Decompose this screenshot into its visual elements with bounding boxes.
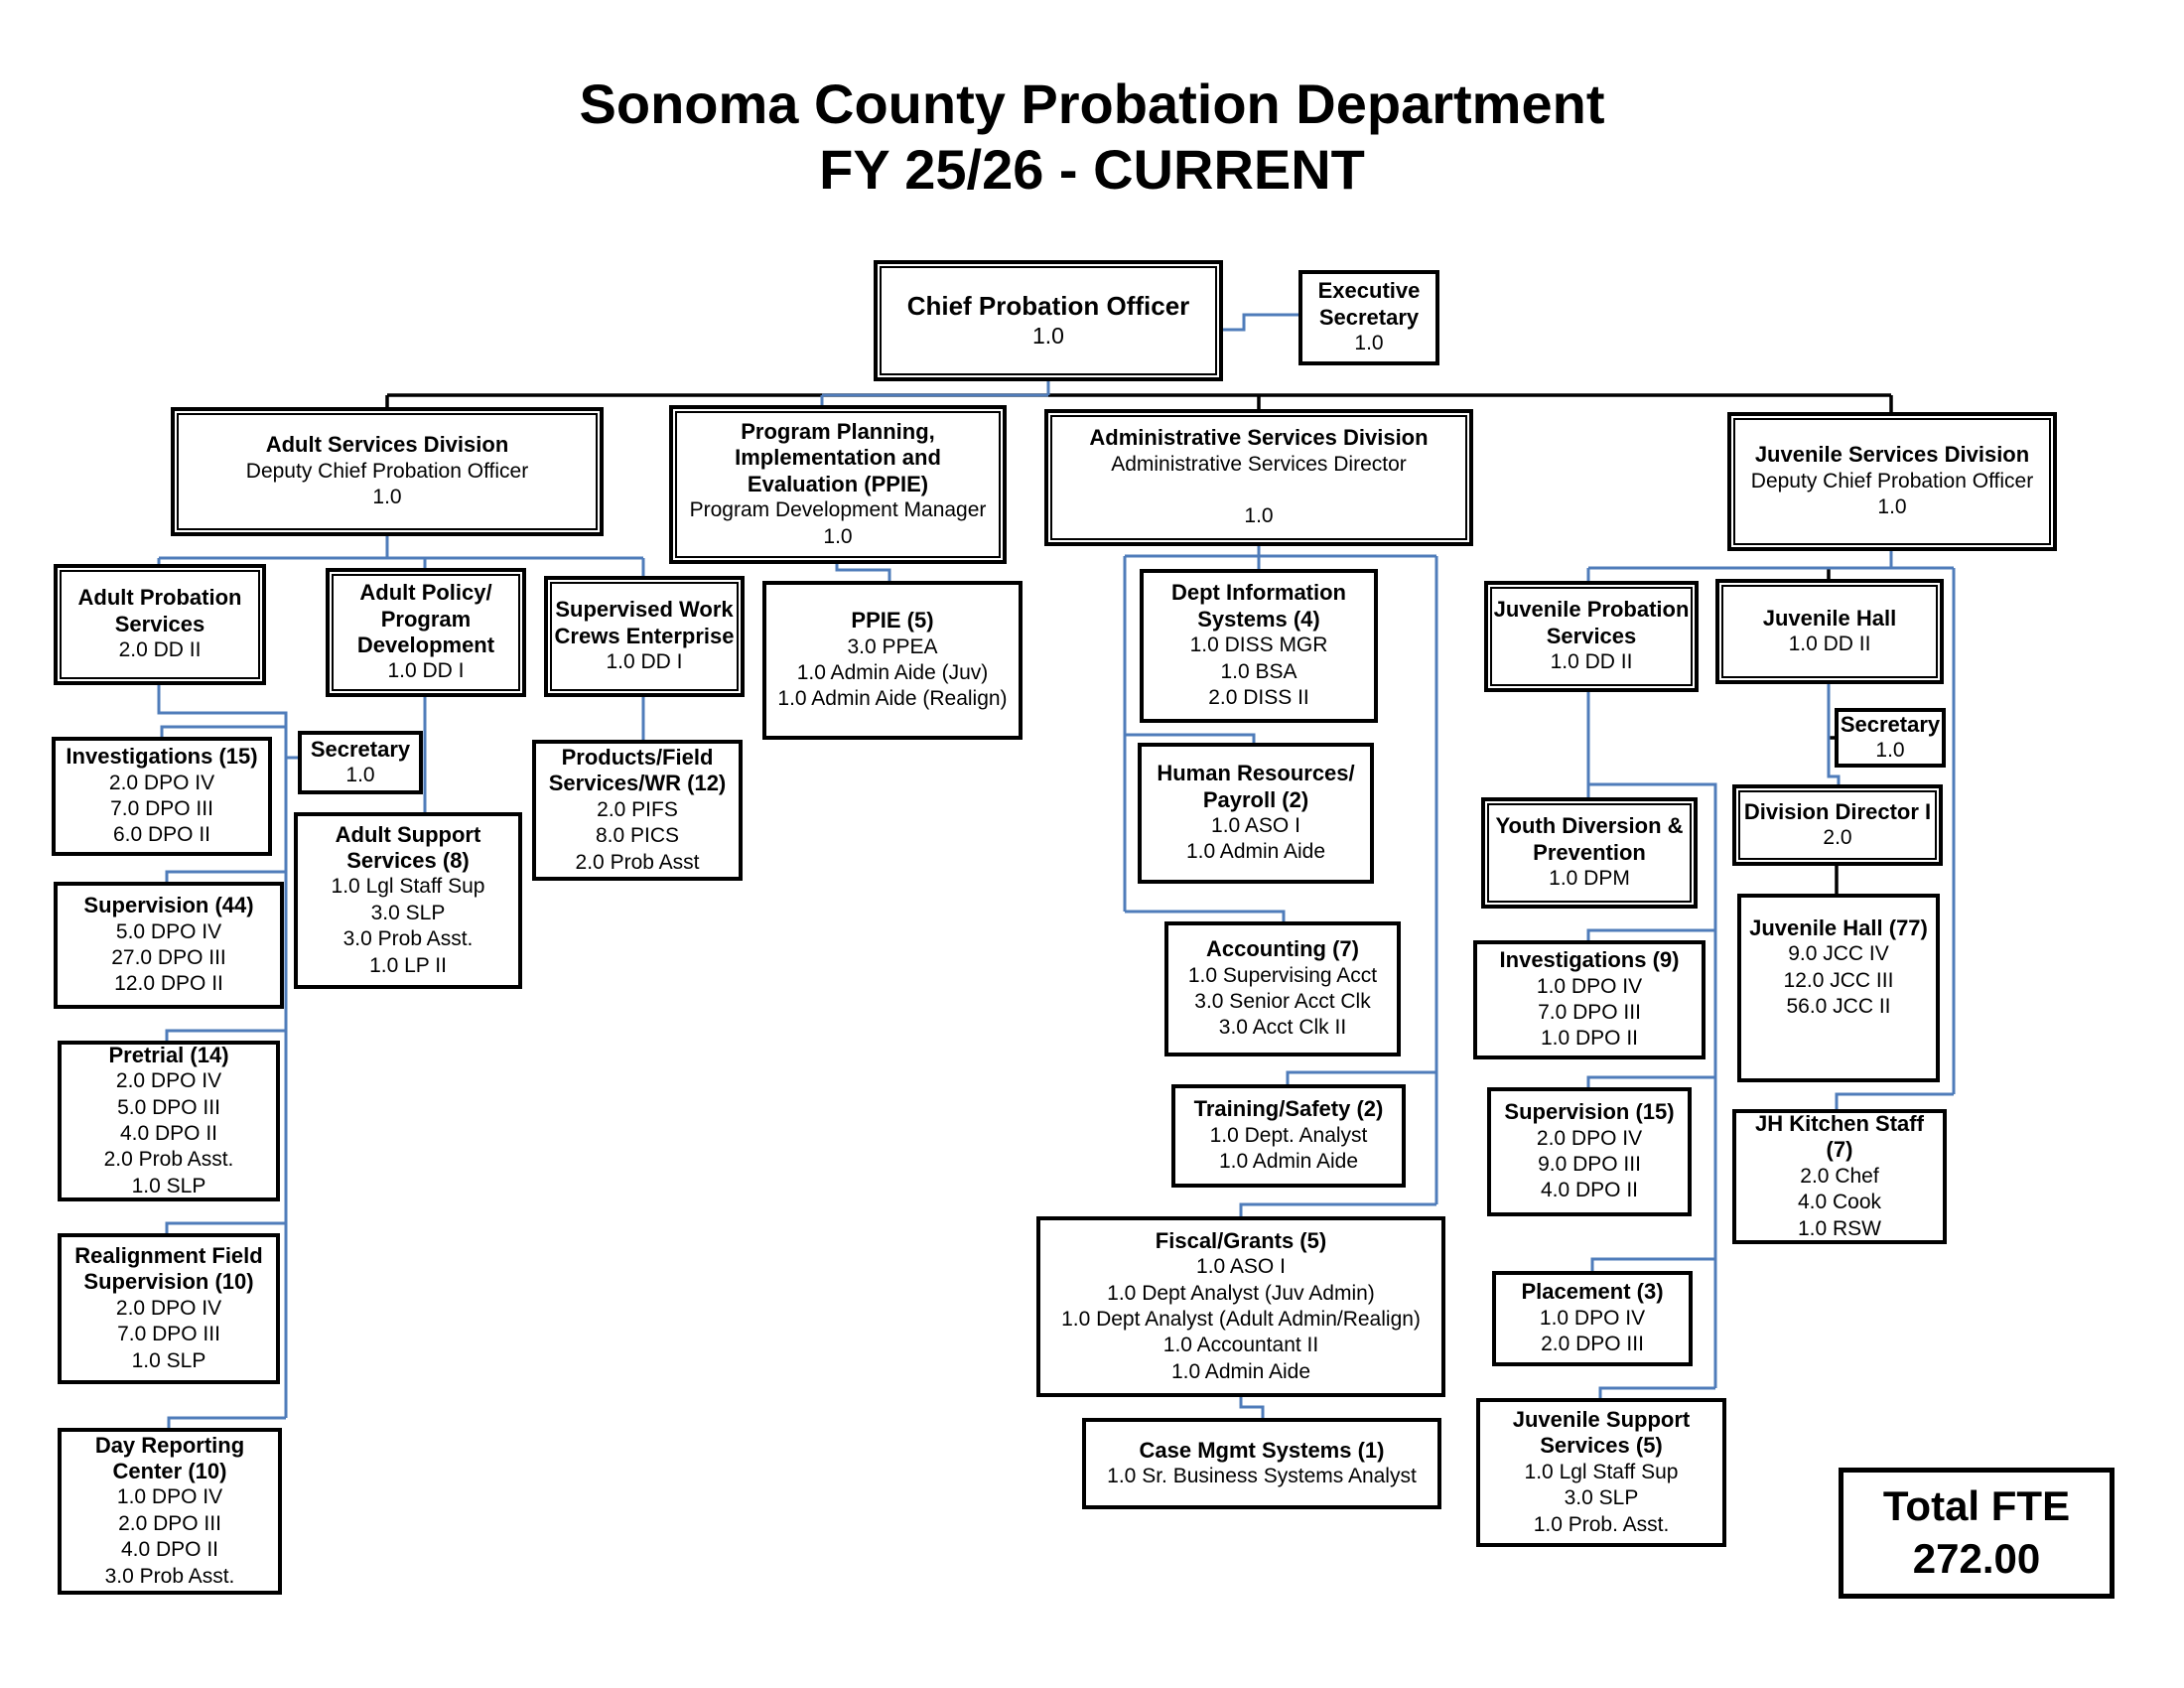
supervision-juvenile-title: Supervision (15) [1504, 1099, 1675, 1125]
placement-staff-line: 1.0 DPO IV [1539, 1306, 1646, 1330]
juvenile-support-services-staff-line: 1.0 Prob. Asst. [1533, 1512, 1670, 1536]
realignment-field-supervision-title: Realignment Field Supervision (10) [74, 1242, 263, 1295]
fiscal-grants-title: Fiscal/Grants (5) [1155, 1227, 1327, 1253]
connector-blue-line [1588, 930, 1715, 940]
accounting-title: Accounting (7) [1206, 936, 1359, 962]
accounting-box [1164, 921, 1401, 1056]
page-title [0, 71, 2184, 203]
supervision-adult-title: Supervision (44) [83, 893, 254, 918]
ppie-unit-staff-line: 1.0 Admin Aide (Juv) [796, 660, 989, 684]
supervision-juvenile-staff-line: 2.0 DPO IV [1536, 1126, 1643, 1150]
adult-services-division-title: Adult Services Division [265, 432, 509, 458]
jh-kitchen-staff-title: JH Kitchen Staff (7) [1755, 1110, 1924, 1163]
supervised-work-crews-enterprise-staff-line: 1.0 DD I [606, 650, 683, 674]
juvenile-hall-77-staff-line: 9.0 JCC IV [1788, 942, 1889, 966]
ppie-division-staff-line: 1.0 [823, 524, 853, 548]
investigations-adult-box [52, 737, 272, 856]
placement-staff-line: 2.0 DPO III [1541, 1333, 1644, 1356]
juvenile-hall-dd-box [1715, 579, 1944, 684]
administrative-services-division-staff-line: 1.0 [1244, 504, 1274, 528]
products-field-services-wr-box [532, 740, 743, 881]
juvenile-probation-services-staff-line: 1.0 DD II [1550, 650, 1633, 674]
total-fte-staff-line: 272.00 [1912, 1534, 2041, 1582]
connector-blue-line [169, 1418, 286, 1428]
executive-secretary-box [1298, 270, 1439, 365]
juvenile-support-services-staff-line: 3.0 SLP [1564, 1486, 1639, 1510]
pretrial-staff-line: 5.0 DPO III [117, 1095, 220, 1119]
dept-information-systems-staff-line: 1.0 BSA [1220, 659, 1297, 683]
investigations-adult-staff-line: 2.0 DPO IV [108, 771, 215, 794]
investigations-juvenile-staff-line: 1.0 DPO II [1540, 1027, 1639, 1051]
juvenile-hall-77-staff-line: 12.0 JCC III [1783, 968, 1894, 992]
administrative-services-division-staff-line: Administrative Services Director [1111, 452, 1407, 476]
adult-support-services-staff-line: 3.0 Prob Asst. [342, 927, 474, 951]
juvenile-services-division-staff-line: Deputy Chief Probation Officer [1750, 469, 2034, 492]
adult-support-services-title: Adult Support Services (8) [335, 821, 481, 874]
placement-box [1492, 1271, 1693, 1366]
pretrial-staff-line: 2.0 DPO IV [115, 1069, 222, 1093]
adult-services-division-staff-line: Deputy Chief Probation Officer [245, 459, 529, 483]
investigations-juvenile-box [1473, 940, 1706, 1059]
juvenile-support-services-staff-line: 1.0 Lgl Staff Sup [1524, 1460, 1679, 1483]
fiscal-grants-staff-line: 1.0 Admin Aide [1170, 1359, 1311, 1383]
ppie-division-title: Program Planning, Implementation and Evaluation (PPIE) [735, 418, 941, 496]
day-reporting-center-staff-line: 2.0 DPO III [118, 1511, 221, 1535]
placement-title: Placement (3) [1521, 1279, 1664, 1305]
connector-blue-line [167, 872, 286, 882]
jh-kitchen-staff-staff-line: 1.0 RSW [1797, 1216, 1882, 1240]
day-reporting-center-staff-line: 1.0 DPO IV [116, 1485, 223, 1509]
pretrial-staff-line: 1.0 SLP [131, 1174, 206, 1197]
division-director-box [1732, 784, 1943, 866]
case-mgmt-systems-box [1082, 1418, 1441, 1509]
connector-blue-line [162, 727, 286, 737]
day-reporting-center-staff-line: 4.0 DPO II [120, 1538, 219, 1562]
secretary-adult-title: Secretary [310, 736, 411, 762]
page-title-line1: Sonoma County Probation Department [579, 72, 1605, 135]
adult-policy-program-development-title: Adult Policy/ Program Development [356, 580, 495, 657]
juvenile-services-division-box [1727, 412, 2057, 551]
adult-support-services-staff-line: 3.0 SLP [370, 901, 446, 924]
case-mgmt-systems-staff-line: 1.0 Sr. Business Systems Analyst [1107, 1464, 1417, 1487]
training-safety-title: Training/Safety (2) [1193, 1096, 1384, 1122]
juvenile-services-division-title: Juvenile Services Division [1754, 442, 2030, 468]
adult-support-services-box [294, 812, 522, 989]
total-fte-title: Total FTE [1882, 1482, 2071, 1530]
products-field-services-wr-title: Products/Field Services/WR (12) [548, 744, 727, 796]
secretary-juvenile-title: Secretary [1840, 711, 1941, 737]
investigations-juvenile-staff-line: 7.0 DPO III [1538, 1000, 1641, 1024]
division-director-staff-line: 2.0 [1823, 825, 1852, 849]
supervision-juvenile-box [1487, 1087, 1692, 1216]
jh-kitchen-staff-box [1732, 1109, 1947, 1244]
supervised-work-crews-enterprise-title: Supervised Work Crews Enterprise [554, 597, 735, 648]
training-safety-staff-line: 1.0 Admin Aide [1218, 1150, 1359, 1174]
secretary-juvenile-staff-line: 1.0 [1875, 738, 1905, 762]
connector-blue-line [1241, 1397, 1263, 1418]
adult-support-services-staff-line: 1.0 LP II [369, 953, 447, 977]
human-resources-payroll-title: Human Resources/ Payroll (2) [1157, 761, 1355, 812]
juvenile-support-services-box [1476, 1398, 1726, 1547]
day-reporting-center-staff-line: 3.0 Prob Asst. [104, 1564, 235, 1588]
adult-probation-services-staff-line: 2.0 DD II [118, 638, 202, 662]
connector-blue-line [1837, 1094, 1954, 1109]
ppie-unit-staff-line: 1.0 Admin Aide (Realign) [777, 687, 1008, 711]
chief-probation-officer-box [874, 260, 1223, 381]
dept-information-systems-staff-line: 1.0 DISS MGR [1189, 633, 1328, 657]
training-safety-staff-line: 1.0 Dept. Analyst [1209, 1123, 1368, 1147]
administrative-services-division-title: Administrative Services Division [1089, 425, 1429, 451]
pretrial-staff-line: 4.0 DPO II [119, 1121, 218, 1145]
investigations-adult-staff-line: 7.0 DPO III [110, 796, 213, 820]
juvenile-probation-services-title: Juvenile Probation Services [1493, 597, 1690, 648]
investigations-adult-staff-line: 6.0 DPO II [112, 823, 211, 847]
products-field-services-wr-staff-line: 2.0 Prob Asst [575, 850, 700, 874]
accounting-staff-line: 3.0 Acct Clk II [1218, 1016, 1347, 1040]
administrative-services-division-box [1044, 409, 1473, 546]
connector-blue-line [837, 564, 889, 581]
ppie-division-box [669, 405, 1007, 564]
juvenile-hall-dd-staff-line: 1.0 DD II [1788, 632, 1871, 655]
youth-diversion-prevention-box [1481, 797, 1698, 909]
human-resources-payroll-staff-line: 1.0 ASO I [1211, 813, 1300, 837]
supervised-work-crews-enterprise-box [544, 576, 745, 697]
ppie-unit-staff-line: 3.0 PPEA [847, 634, 938, 658]
adult-probation-services-box [54, 564, 266, 685]
realignment-field-supervision-box [58, 1233, 280, 1384]
connector-blue-line [167, 1031, 286, 1041]
investigations-juvenile-title: Investigations (9) [1499, 947, 1680, 973]
connector-blue-line [1223, 315, 1298, 330]
supervision-adult-staff-line: 12.0 DPO II [114, 972, 223, 996]
pretrial-title: Pretrial (14) [108, 1042, 229, 1067]
supervision-juvenile-staff-line: 4.0 DPO II [1540, 1179, 1639, 1202]
jh-kitchen-staff-staff-line: 2.0 Chef [1800, 1164, 1879, 1188]
human-resources-payroll-staff-line: 1.0 Admin Aide [1185, 840, 1326, 864]
day-reporting-center-box [58, 1428, 282, 1595]
realignment-field-supervision-staff-line: 7.0 DPO III [117, 1323, 220, 1346]
day-reporting-center-title: Day Reporting Center (10) [94, 1432, 245, 1484]
dept-information-systems-box [1140, 569, 1378, 723]
adult-services-division-staff-line: 1.0 [372, 486, 402, 509]
fiscal-grants-staff-line: 1.0 Dept Analyst (Adult Admin/Realign) [1061, 1307, 1421, 1331]
realignment-field-supervision-staff-line: 2.0 DPO IV [115, 1296, 222, 1320]
connector-blue-line [1241, 1204, 1436, 1216]
connector-blue-line [1288, 1072, 1436, 1084]
page-title-line2: FY 25/26 - CURRENT [819, 138, 1365, 202]
fiscal-grants-staff-line: 1.0 Accountant II [1162, 1334, 1319, 1357]
chief-probation-officer-staff-line: 1.0 [1032, 323, 1064, 350]
supervision-adult-staff-line: 5.0 DPO IV [115, 919, 222, 943]
youth-diversion-prevention-staff-line: 1.0 DPM [1549, 867, 1630, 891]
jh-kitchen-staff-staff-line: 4.0 Cook [1797, 1191, 1882, 1214]
case-mgmt-systems-title: Case Mgmt Systems (1) [1139, 1437, 1385, 1463]
adult-services-division-box [171, 407, 604, 536]
juvenile-services-division-staff-line: 1.0 [1877, 495, 1907, 519]
supervision-adult-box [54, 882, 284, 1009]
adult-support-services-staff-line: 1.0 Lgl Staff Sup [331, 875, 485, 899]
juvenile-hall-77-staff-line: 56.0 JCC II [1786, 995, 1891, 1019]
total-fte-box [1839, 1468, 2115, 1599]
connector-blue-line [1125, 735, 1254, 743]
secretary-adult-staff-line: 1.0 [345, 763, 375, 786]
training-safety-box [1171, 1084, 1406, 1188]
executive-secretary-title: Executive Secretary [1317, 278, 1421, 330]
juvenile-hall-dd-title: Juvenile Hall [1762, 605, 1897, 631]
accounting-staff-line: 3.0 Senior Acct Clk [1194, 989, 1371, 1013]
pretrial-box [58, 1041, 280, 1201]
investigations-adult-title: Investigations (15) [66, 744, 258, 770]
dept-information-systems-staff-line: 2.0 DISS II [1208, 686, 1309, 710]
dept-information-systems-title: Dept Information Systems (4) [1171, 580, 1346, 632]
connector-blue-line [167, 1223, 286, 1233]
realignment-field-supervision-staff-line: 1.0 SLP [131, 1348, 206, 1372]
secretary-juvenile-box [1835, 708, 1946, 768]
products-field-services-wr-staff-line: 8.0 PICS [595, 824, 680, 848]
investigations-juvenile-staff-line: 1.0 DPO IV [1536, 974, 1643, 998]
juvenile-probation-services-box [1484, 581, 1699, 692]
ppie-division-staff-line: Program Development Manager [689, 498, 987, 522]
ppie-unit-box [762, 581, 1023, 740]
secretary-adult-box [298, 731, 423, 794]
human-resources-payroll-box [1138, 743, 1374, 884]
adult-probation-services-title: Adult Probation Services [77, 585, 242, 636]
juvenile-support-services-title: Juvenile Support Services (5) [1512, 1406, 1691, 1459]
supervision-juvenile-staff-line: 9.0 DPO III [1538, 1152, 1641, 1176]
supervision-adult-staff-line: 27.0 DPO III [111, 945, 226, 969]
fiscal-grants-staff-line: 1.0 Dept Analyst (Juv Admin) [1107, 1281, 1375, 1305]
products-field-services-wr-staff-line: 2.0 PIFS [597, 797, 678, 821]
adult-policy-program-development-staff-line: 1.0 DD I [387, 659, 465, 683]
youth-diversion-prevention-title: Youth Diversion & Prevention [1495, 813, 1684, 865]
fiscal-grants-box [1036, 1216, 1445, 1397]
connector-blue-line [1600, 1388, 1715, 1398]
pretrial-staff-line: 2.0 Prob Asst. [103, 1148, 234, 1172]
chief-probation-officer-title: Chief Probation Officer [906, 290, 1190, 321]
ppie-unit-title: PPIE (5) [851, 608, 934, 633]
executive-secretary-staff-line: 1.0 [1354, 332, 1384, 355]
connector-blue-line [1125, 912, 1284, 921]
accounting-staff-line: 1.0 Supervising Acct [1187, 963, 1378, 987]
connector-blue-line [1588, 1077, 1715, 1087]
adult-policy-program-development-box [326, 568, 526, 697]
juvenile-hall-77-box [1737, 894, 1940, 1082]
fiscal-grants-staff-line: 1.0 ASO I [1196, 1255, 1286, 1279]
connector-blue-line [1592, 1259, 1715, 1271]
division-director-title: Division Director I [1743, 798, 1932, 824]
juvenile-hall-77-title: Juvenile Hall (77) [1749, 915, 1928, 940]
